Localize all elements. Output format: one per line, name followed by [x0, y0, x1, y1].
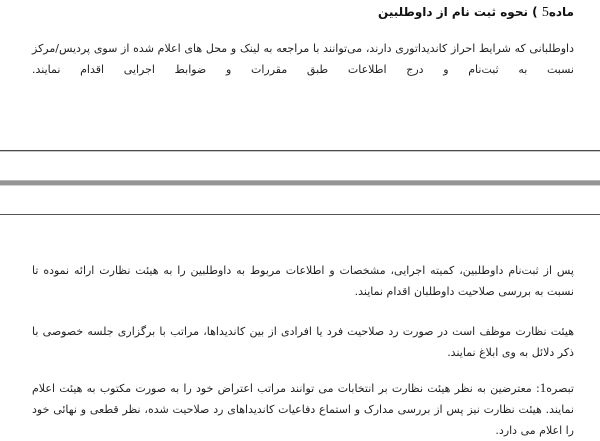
note-label: تبصره — [546, 382, 574, 395]
divider-bottom — [0, 214, 600, 215]
article-heading — [34, 3, 574, 22]
article-title: ) نحوه ثبت نام از داوطلبین — [378, 5, 542, 19]
paragraph-review-candidates: پس از ثبت‌نام داوطلبین، کمیته اجرایی، مشخصات و اطلاعات مربوط به داوطلبین را به هیئت نظارت ارائه نموده تا نسبت به بررسی صلاحیت داوطلبان اقدام نمایند. — [32, 264, 574, 298]
note-paragraph — [32, 377, 574, 441]
article-number: 5 — [541, 5, 549, 20]
note-text: : معترضین به نظر هیئت نظارت بر انتخابات می توانند مراتب اعتراض خود را به صورت مکتوب به هیئت اعلام نمایند. هیئت نظارت نیز پس از بررسی مدارک و استماع دفاعیات کاندیداهای رد صلاحیت شده، نظر قطعی و نهائی خود را اعلام می دارد. — [32, 382, 574, 437]
paragraph-disqualification: هیئت نظارت موظف است در صورت رد صلاحیت فرد یا افرادی از بین کاندیداها، مراتب با برگزاری جلسه خصوصی با ذکر دلائل به وی ابلاغ نمایند. — [32, 325, 574, 359]
page-break-divider — [0, 180, 600, 186]
note-number: 1 — [539, 380, 547, 395]
intro-paragraph: داوطلبانی که شرایط احراز کاندیداتوری دارند، می‌توانند با مراجعه به لینک و محل های اعلام شده از سوی پردیس/مرکز نسبت به ثبت‌نام و درج اطلاعات طبق مقررات و ضوابط اجرایی اقدام نمایند. — [32, 42, 574, 76]
article-label: ماده — [548, 5, 574, 19]
divider-top — [0, 150, 600, 152]
